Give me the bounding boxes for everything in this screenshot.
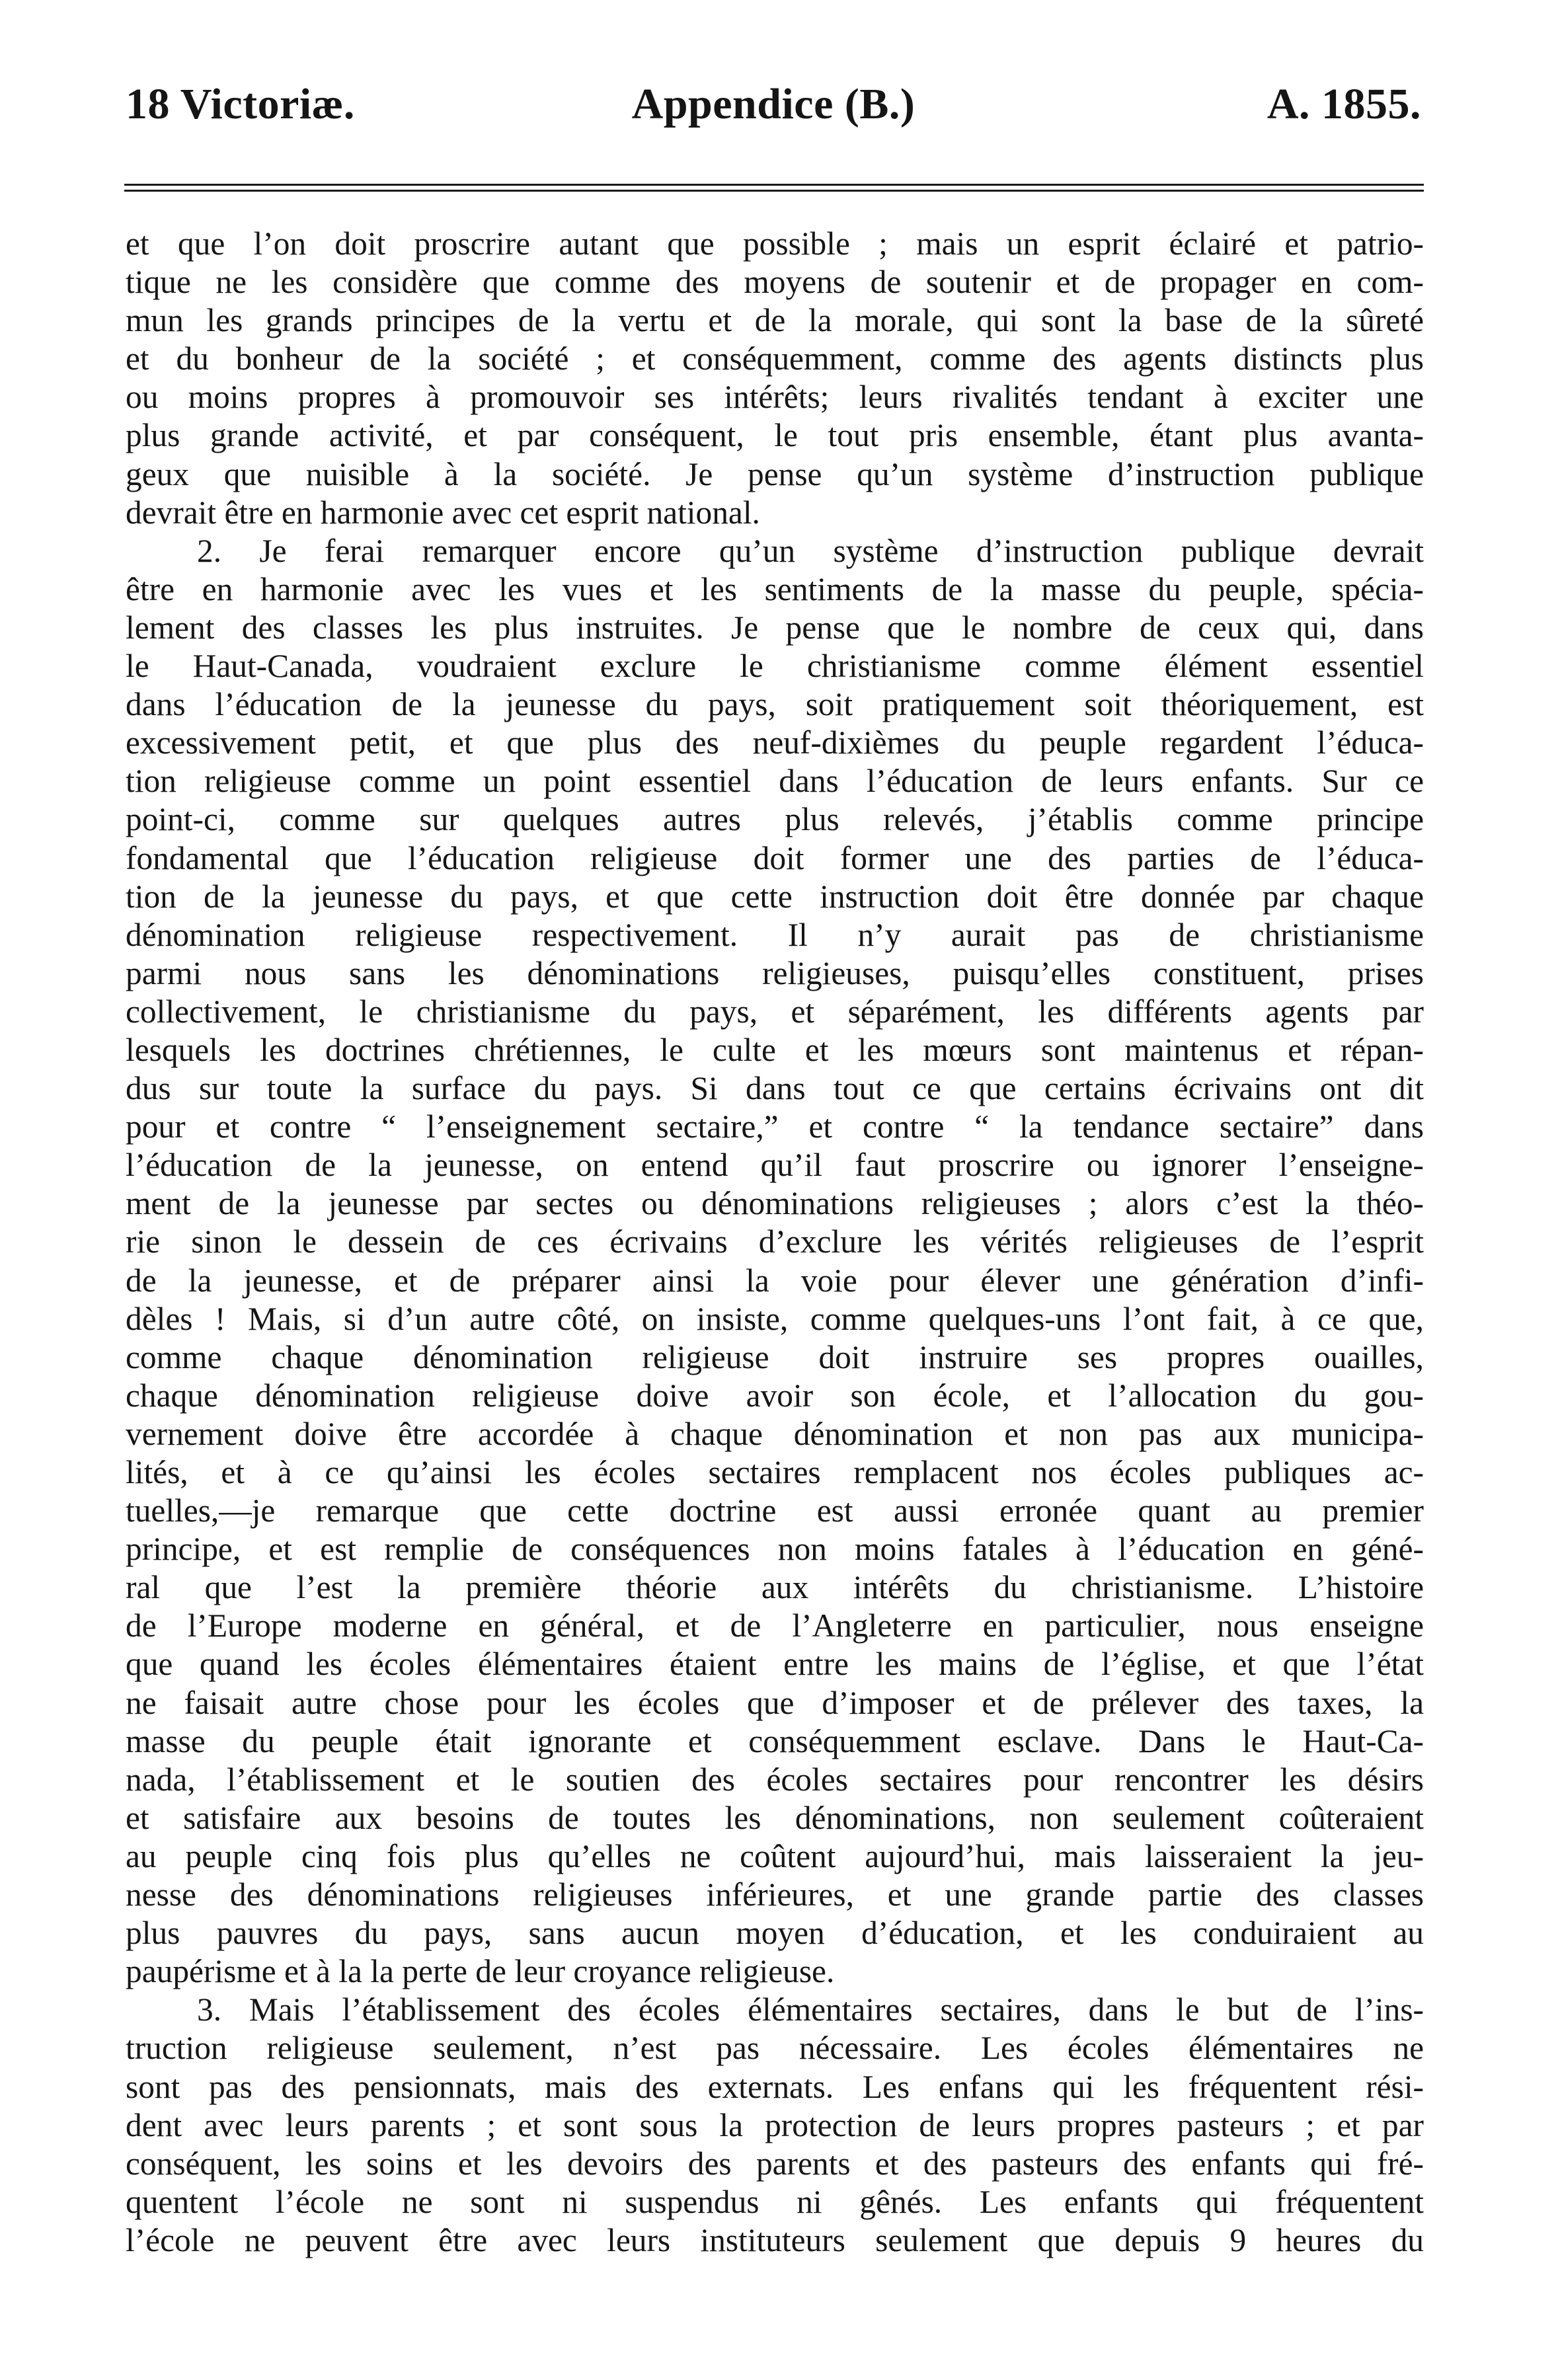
text-line: pour et contre “ l’enseignement sectaire,” et contre “ la tendance sectaire” dans xyxy=(126,1108,1424,1145)
text-line: comme chaque dénomination religieuse doit instruire ses propres ouailles, xyxy=(126,1338,1424,1375)
text-line: 2. Je ferai remarquer encore qu’un système d’instruction publique devrait xyxy=(197,532,1424,569)
header-rule-bottom xyxy=(124,190,1424,192)
text-line: principe, et est remplie de conséquences non moins fatales à l’éducation en géné- xyxy=(126,1531,1424,1568)
text-line: devrait être en harmonie avec cet esprit national. xyxy=(126,494,760,531)
text-line: et que l’on doit proscrire autant que possible ; mais un esprit éclairé et patrio- xyxy=(126,225,1424,262)
text-line: tuelles,—je remarque que cette doctrine est aussi erronée quant au premier xyxy=(126,1492,1424,1529)
text-line: nesse des dénominations religieuses inférieures, et une grande partie des classes xyxy=(126,1876,1424,1913)
text-line: au peuple cinq fois plus qu’elles ne coûtent aujourd’hui, mais laisseraient la jeu- xyxy=(126,1837,1424,1874)
text-line: mun les grands principes de la vertu et de la morale, qui sont la base de la sûreté xyxy=(126,302,1424,339)
text-line: de l’Europe moderne en général, et de l’Angleterre en particulier, nous enseigne xyxy=(126,1607,1424,1644)
text-line: vernement doive être accordée à chaque dénomination et non pas aux municipa- xyxy=(126,1415,1424,1452)
text-line: fondamental que l’éducation religieuse doit former une des parties de l’éduca- xyxy=(126,839,1424,876)
text-line: nada, l’établissement et le soutien des écoles sectaires pour rencontrer les désirs xyxy=(126,1761,1424,1798)
text-line: paupérisme et à la la perte de leur croyance religieuse. xyxy=(126,1953,835,1990)
text-line: tique ne les considère que comme des moyens de soutenir et de propager en com- xyxy=(126,264,1424,301)
running-header xyxy=(126,78,1421,131)
body-text xyxy=(126,225,1424,2260)
text-line: truction religieuse seulement, n’est pas nécessaire. Les écoles élémentaires ne xyxy=(126,2030,1424,2067)
text-line: plus pauvres du pays, sans aucun moyen d’éducation, et les conduiraient au xyxy=(126,1915,1424,1952)
header-session: 18 Victoriæ. xyxy=(126,80,355,128)
text-line: ment de la jeunesse par sectes ou dénominations religieuses ; alors c’est la théo- xyxy=(126,1185,1424,1222)
text-line: dent avec leurs parents ; et sont sous la protection de leurs propres pasteurs ; et par xyxy=(126,2106,1424,2143)
text-line: dans l’éducation de la jeunesse du pays, soit pratiquement soit théoriquement, est xyxy=(126,686,1424,723)
text-line: ou moins propres à promouvoir ses intérêts; leurs rivalités tendant à exciter une xyxy=(126,379,1424,416)
text-line: chaque dénomination religieuse doive avoir son école, et l’allocation du gou- xyxy=(126,1377,1424,1414)
text-line: dèles ! Mais, si d’un autre côté, on insiste, comme quelques-uns l’ont fait, à ce que, xyxy=(126,1300,1424,1337)
text-line: que quand les écoles élémentaires étaient entre les mains de l’église, et que l’état xyxy=(126,1646,1424,1683)
text-line: geux que nuisible à la société. Je pense qu’un système d’instruction publique xyxy=(126,455,1424,492)
text-line: ral que l’est la première théorie aux intérêts du christianisme. L’histoire xyxy=(126,1569,1424,1606)
text-line: conséquent, les soins et les devoirs des parents et des pasteurs des enfants qui fré- xyxy=(126,2145,1424,2182)
text-line: dus sur toute la surface du pays. Si dans tout ce que certains écrivains ont dit xyxy=(126,1070,1424,1107)
text-line: dénomination religieuse respectivement. Il n’y aurait pas de christianisme xyxy=(126,916,1424,953)
text-line: rie sinon le dessein de ces écrivains d’exclure les vérités religieuses de l’esprit xyxy=(126,1223,1424,1260)
text-line: collectivement, le christianisme du pays, et séparément, les différents agents par xyxy=(126,993,1424,1030)
text-line: sont pas des pensionnats, mais des externats. Les enfans qui les fréquentent rési- xyxy=(126,2068,1424,2105)
text-line: excessivement petit, et que plus des neuf-dixièmes du peuple regardent l’éduca- xyxy=(126,724,1424,761)
header-rule-top xyxy=(124,184,1424,186)
text-line: quentent l’école ne sont ni suspendus ni gênés. Les enfants qui fréquentent xyxy=(126,2183,1424,2220)
text-line: le Haut-Canada, voudraient exclure le christianisme comme élément essentiel xyxy=(126,648,1424,685)
text-line: et du bonheur de la société ; et conséquemment, comme des agents distincts plus xyxy=(126,340,1424,377)
text-line: de la jeunesse, et de préparer ainsi la voie pour élever une génération d’infi- xyxy=(126,1262,1424,1299)
header-title: Appendice (B.) xyxy=(631,80,915,128)
text-line: lement des classes les plus instruites. Je pense que le nombre de ceux qui, dans xyxy=(126,609,1424,646)
text-line: 3. Mais l’établissement des écoles élémentaires sectaires, dans le but de l’ins- xyxy=(197,1991,1424,2028)
text-line: parmi nous sans les dénominations religieuses, puisqu’elles constituent, prises xyxy=(126,954,1424,991)
text-line: ne faisait autre chose pour les écoles que d’imposer et de prélever des taxes, la xyxy=(126,1684,1424,1721)
text-line: tion de la jeunesse du pays, et que cette instruction doit être donnée par chaque xyxy=(126,878,1424,915)
text-line: tion religieuse comme un point essentiel dans l’éducation de leurs enfants. Sur ce xyxy=(126,763,1424,800)
header-year: A. 1855. xyxy=(1266,80,1421,128)
text-line: l’éducation de la jeunesse, on entend qu’il faut proscrire ou ignorer l’enseigne- xyxy=(126,1147,1424,1184)
text-line: lités, et à ce qu’ainsi les écoles sectaires remplacent nos écoles publiques ac- xyxy=(126,1454,1424,1490)
text-line: plus grande activité, et par conséquent, le tout pris ensemble, étant plus avanta- xyxy=(126,417,1424,454)
text-line: l’école ne peuvent être avec leurs instituteurs seulement que depuis 9 heures du xyxy=(126,2221,1424,2258)
text-line: masse du peuple était ignorante et conséquemment esclave. Dans le Haut-Ca- xyxy=(126,1722,1424,1759)
text-line: et satisfaire aux besoins de toutes les dénominations, non seulement coûteraient xyxy=(126,1799,1424,1836)
text-line: être en harmonie avec les vues et les sentiments de la masse du peuple, spécia- xyxy=(126,570,1424,607)
text-line: lesquels les doctrines chrétiennes, le culte et les mœurs sont maintenus et répan- xyxy=(126,1031,1424,1068)
text-line: point-ci, comme sur quelques autres plus relevés, j’établis comme principe xyxy=(126,801,1424,838)
